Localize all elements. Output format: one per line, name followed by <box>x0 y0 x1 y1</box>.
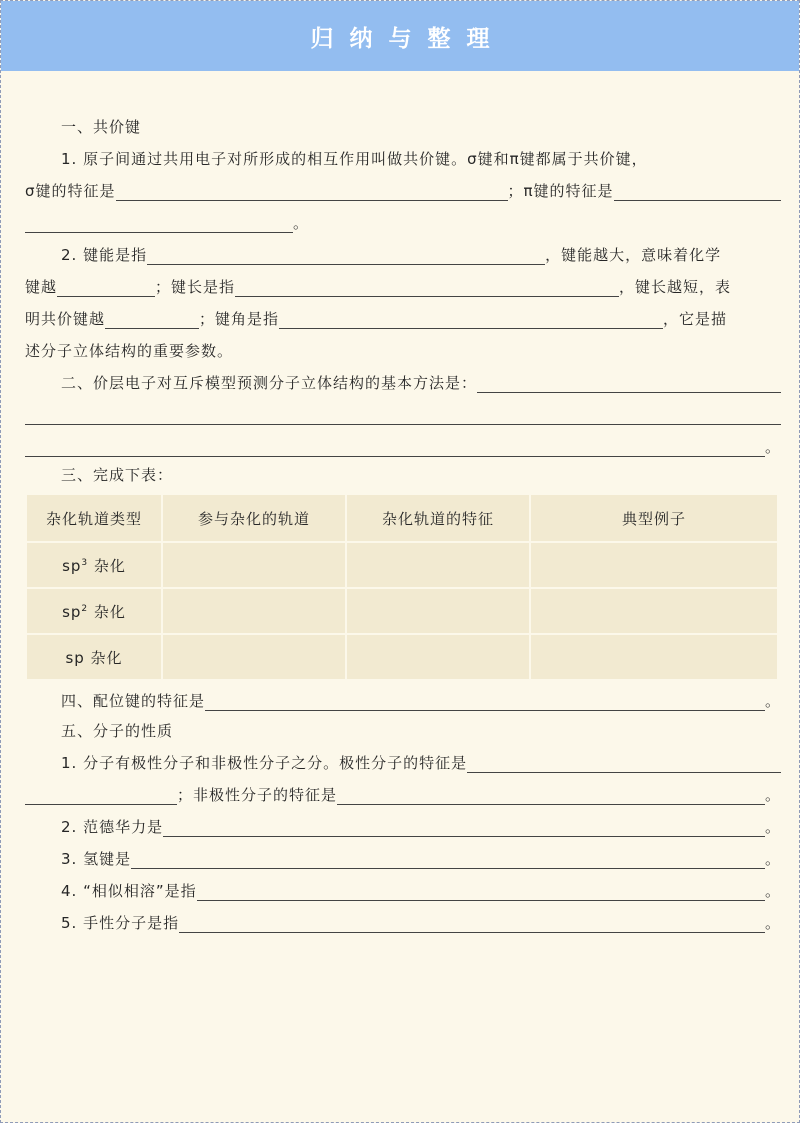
answer-blank-hydrogen-bond[interactable] <box>131 850 765 869</box>
period: 。 <box>293 214 310 232</box>
question-label: ，键长越短，表 <box>619 278 732 296</box>
row-label-superscript: 2 <box>81 603 89 614</box>
question-label: 二、价层电子对互斥模型预测分子立体结构的基本方法是： <box>61 374 478 392</box>
row-label-cell <box>27 635 161 679</box>
table-answer-cell[interactable] <box>531 543 777 587</box>
row-label-base: sp <box>65 648 85 667</box>
table-answer-cell[interactable] <box>531 635 777 679</box>
paragraph-text: 1. 原子间通过共用电子对所形成的相互作用叫做共价键。σ键和π键都属于共价键， <box>61 150 648 168</box>
question-label: 1. 分子有极性分子和非极性分子之分。极性分子的特征是 <box>61 754 468 772</box>
row-label-base: sp <box>62 602 82 621</box>
table-answer-cell[interactable] <box>163 635 345 679</box>
row-label-text: 杂化 <box>88 602 126 621</box>
question-label: ，它是描 <box>663 310 728 328</box>
table-row <box>27 543 777 587</box>
answer-blank-sigma[interactable] <box>116 182 508 201</box>
table-answer-cell[interactable] <box>531 589 777 633</box>
question-label: σ键的特征是 <box>25 182 116 200</box>
paragraph-line <box>25 211 309 233</box>
table-header-cell: 杂化轨道类型 <box>27 495 161 541</box>
paragraph-line <box>61 815 781 837</box>
answer-blank-bond-angle[interactable] <box>279 310 663 329</box>
hybridization-table <box>25 493 779 681</box>
answer-blank-pi[interactable] <box>614 182 781 201</box>
question-label: ；非极性分子的特征是 <box>177 786 338 804</box>
period: 。 <box>764 438 781 456</box>
paragraph-line <box>61 243 781 265</box>
paragraph-line <box>61 911 781 933</box>
paragraph-line <box>61 147 781 169</box>
period: 。 <box>764 692 781 710</box>
row-label-text: 杂化 <box>84 648 123 667</box>
paragraph-line <box>61 751 781 773</box>
question-label: ，键能越大，意味着化学 <box>545 246 722 264</box>
paragraph-text: 述分子立体结构的重要参数。 <box>25 342 234 360</box>
question-label: 键越 <box>25 278 58 296</box>
answer-blank-van-der-waals[interactable] <box>163 818 765 837</box>
answer-blank-bond-strength[interactable] <box>57 278 155 297</box>
paragraph-line <box>61 879 781 901</box>
paragraph-line <box>61 847 781 869</box>
section-vsepr <box>61 371 781 393</box>
section-heading-covalent-bond <box>61 115 141 137</box>
question-label: 2. 键能是指 <box>61 246 148 264</box>
row-label-superscript: 3 <box>81 557 89 568</box>
period: 。 <box>764 882 781 900</box>
table-answer-cell[interactable] <box>163 589 345 633</box>
heading-text: 三、完成下表： <box>61 466 174 484</box>
table-header-row <box>27 495 777 541</box>
question-label: 2. 范德华力是 <box>61 818 164 836</box>
answer-blank-polar[interactable] <box>467 754 781 773</box>
answer-blank-vsepr-2[interactable] <box>25 406 781 425</box>
paragraph-line <box>25 179 781 201</box>
paragraph-line <box>25 339 233 361</box>
question-label: ；键角是指 <box>199 310 280 328</box>
paragraph-line <box>25 435 781 457</box>
table-header-cell: 参与杂化的轨道 <box>163 495 345 541</box>
answer-blank-bond-energy[interactable] <box>147 246 545 265</box>
paragraph-line <box>25 275 781 297</box>
table-answer-cell[interactable] <box>347 589 529 633</box>
answer-blank-polar-continued[interactable] <box>25 786 177 805</box>
answer-blank-coordinate-bond[interactable] <box>205 692 765 711</box>
title-banner <box>1 1 799 71</box>
answer-blank-vsepr[interactable] <box>477 374 781 393</box>
row-label-base: sp <box>62 556 82 575</box>
heading-text: 五、分子的性质 <box>61 722 174 740</box>
question-label: 四、配位键的特征是 <box>61 692 206 710</box>
row-label-cell <box>27 543 161 587</box>
paragraph-line <box>25 403 781 425</box>
answer-blank-bond-length[interactable] <box>235 278 619 297</box>
section-heading-table <box>61 463 173 485</box>
answer-blank-vsepr-3[interactable] <box>25 438 765 457</box>
question-label: 明共价键越 <box>25 310 106 328</box>
table-header-cell: 典型例子 <box>531 495 777 541</box>
heading-text: 一、共价键 <box>61 118 142 136</box>
question-label: ；π键的特征是 <box>507 182 614 200</box>
table-answer-cell[interactable] <box>347 543 529 587</box>
page-title: 归纳与整理 <box>310 25 506 52</box>
table-row <box>27 589 777 633</box>
period: 。 <box>764 914 781 932</box>
question-label: 3. 氢键是 <box>61 850 132 868</box>
section-heading-molecule-properties <box>61 719 173 741</box>
table-answer-cell[interactable] <box>347 635 529 679</box>
answer-blank-like-dissolves-like[interactable] <box>197 882 765 901</box>
period: 。 <box>764 818 781 836</box>
answer-blank-chiral-molecule[interactable] <box>179 914 765 933</box>
table-answer-cell[interactable] <box>163 543 345 587</box>
paragraph-line <box>25 783 781 805</box>
question-label: 4. “相似相溶”是指 <box>61 882 197 900</box>
table-row <box>27 635 777 679</box>
row-label-text: 杂化 <box>88 556 126 575</box>
section-coordinate-bond <box>61 689 781 711</box>
question-label: 5. 手性分子是指 <box>61 914 180 932</box>
table-header-cell: 杂化轨道的特征 <box>347 495 529 541</box>
row-label-cell <box>27 589 161 633</box>
answer-blank-pi-continued[interactable] <box>25 214 293 233</box>
period: 。 <box>764 850 781 868</box>
answer-blank-bond-stability[interactable] <box>105 310 199 329</box>
period: 。 <box>764 786 781 804</box>
paragraph-line <box>25 307 781 329</box>
question-label: ；键长是指 <box>155 278 236 296</box>
answer-blank-nonpolar[interactable] <box>337 786 765 805</box>
